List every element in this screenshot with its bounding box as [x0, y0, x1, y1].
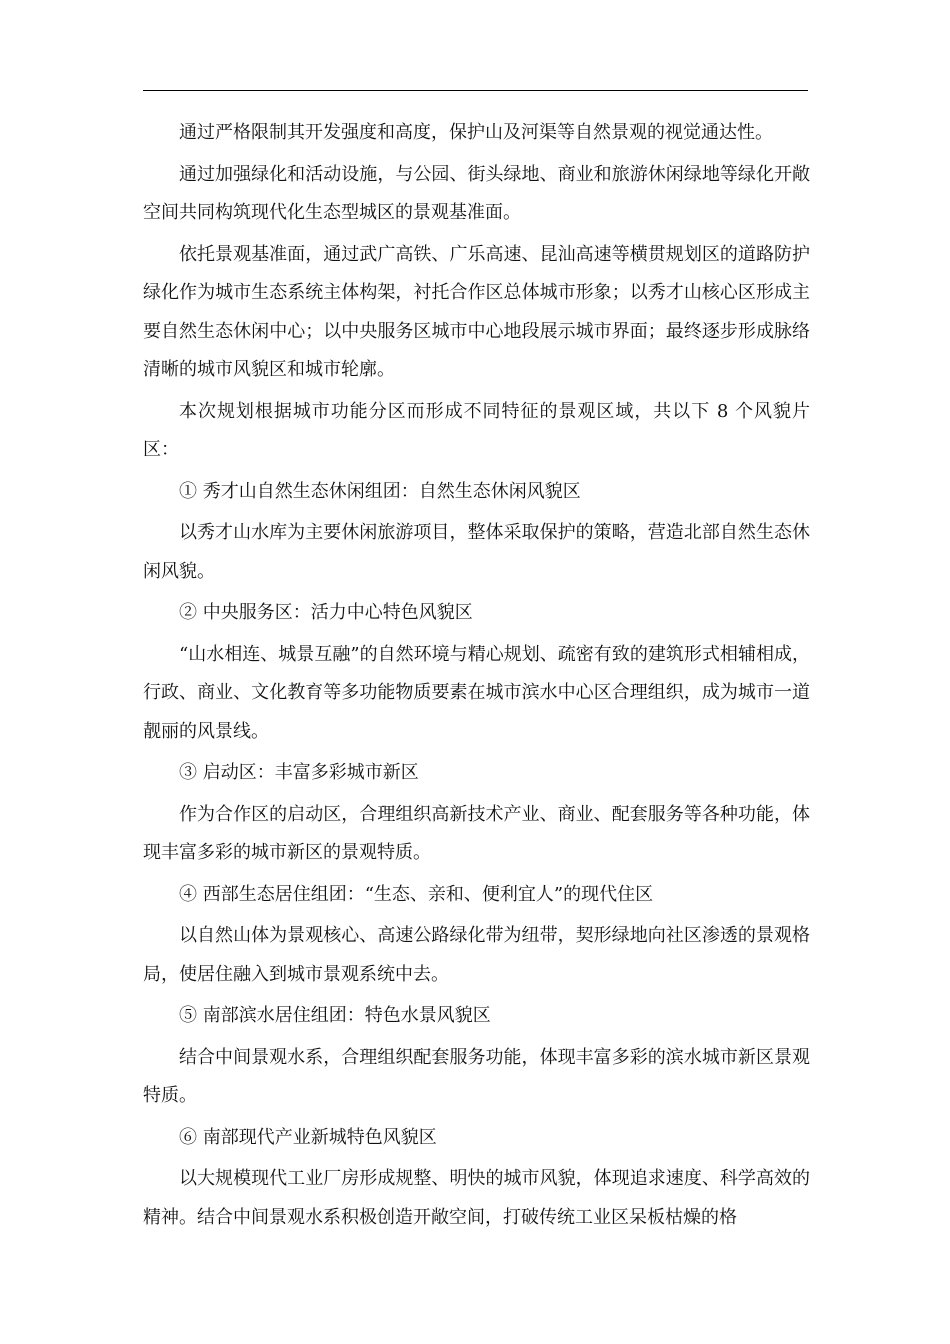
paragraph: 以大规模现代工业厂房形成规整、明快的城市风貌，体现追求速度、科学高效的精神。结合中间景观水系积极创造开敞空间，打破传统工业区呆板枯燥的格 — [143, 1168, 810, 1228]
header-rule — [143, 90, 808, 91]
section-heading: ③ 启动区：丰富多彩城市新区 — [179, 762, 419, 783]
paragraph: 通过加强绿化和活动设施，与公园、街头绿地、商业和旅游休闲绿地等绿化开敞空间共同构筑现代化生态型城区的景观基准面。 — [143, 163, 810, 223]
section-heading: ① 秀才山自然生态休闲组团：自然生态休闲风貌区 — [179, 480, 581, 502]
paragraph: “山水相连、城景互融”的自然环境与精心规划、疏密有致的建筑形式相辅相成，行政、商业、文化教育等多功能物质要素在城市滨水中心区合理组织，成为城市一道靓丽的风景线。 — [143, 643, 810, 742]
paragraph: 依托景观基准面，通过武广高铁、广乐高速、昆汕高速等横贯规划区的道路防护绿化作为城市生态系统主体构架，衬托合作区总体城市形象；以秀才山核心区形成主要自然生态休闲中心；以中央服务区城市中心地段展示城市界面；最终逐步形成脉络清晰的城市风貌区和城市轮廓。 — [143, 243, 810, 380]
paragraph: 本次规划根据城市功能分区而形成不同特征的景观区域，共以下 8 个风貌片区： — [143, 400, 810, 460]
paragraph: 结合中间景观水系，合理组织配套服务功能，体现丰富多彩的滨水城市新区景观特质。 — [143, 1046, 810, 1106]
document-body — [143, 114, 810, 1240]
paragraph: 通过严格限制其开发强度和高度，保护山及河渠等自然景观的视觉通达性。 — [179, 122, 773, 143]
section-heading: ② 中央服务区：活力中心特色风貌区 — [179, 602, 473, 623]
section-heading: ⑤ 南部滨水居住组团：特色水景风貌区 — [179, 1005, 491, 1026]
paragraph: 以秀才山水库为主要休闲旅游项目，整体采取保护的策略，营造北部自然生态休闲风貌。 — [143, 522, 810, 582]
paragraph: 作为合作区的启动区，合理组织高新技术产业、商业、配套服务等各种功能，体现丰富多彩的城市新区的景观特质。 — [143, 803, 810, 863]
section-heading: ④ 西部生态居住组团：“生态、亲和、便利宜人”的现代住区 — [179, 883, 654, 905]
section-heading: ⑥ 南部现代产业新城特色风貌区 — [179, 1126, 437, 1148]
paragraph: 以自然山体为景观核心、高速公路绿化带为纽带，契形绿地向社区渗透的景观格局，使居住融入到城市景观系统中去。 — [143, 925, 810, 985]
